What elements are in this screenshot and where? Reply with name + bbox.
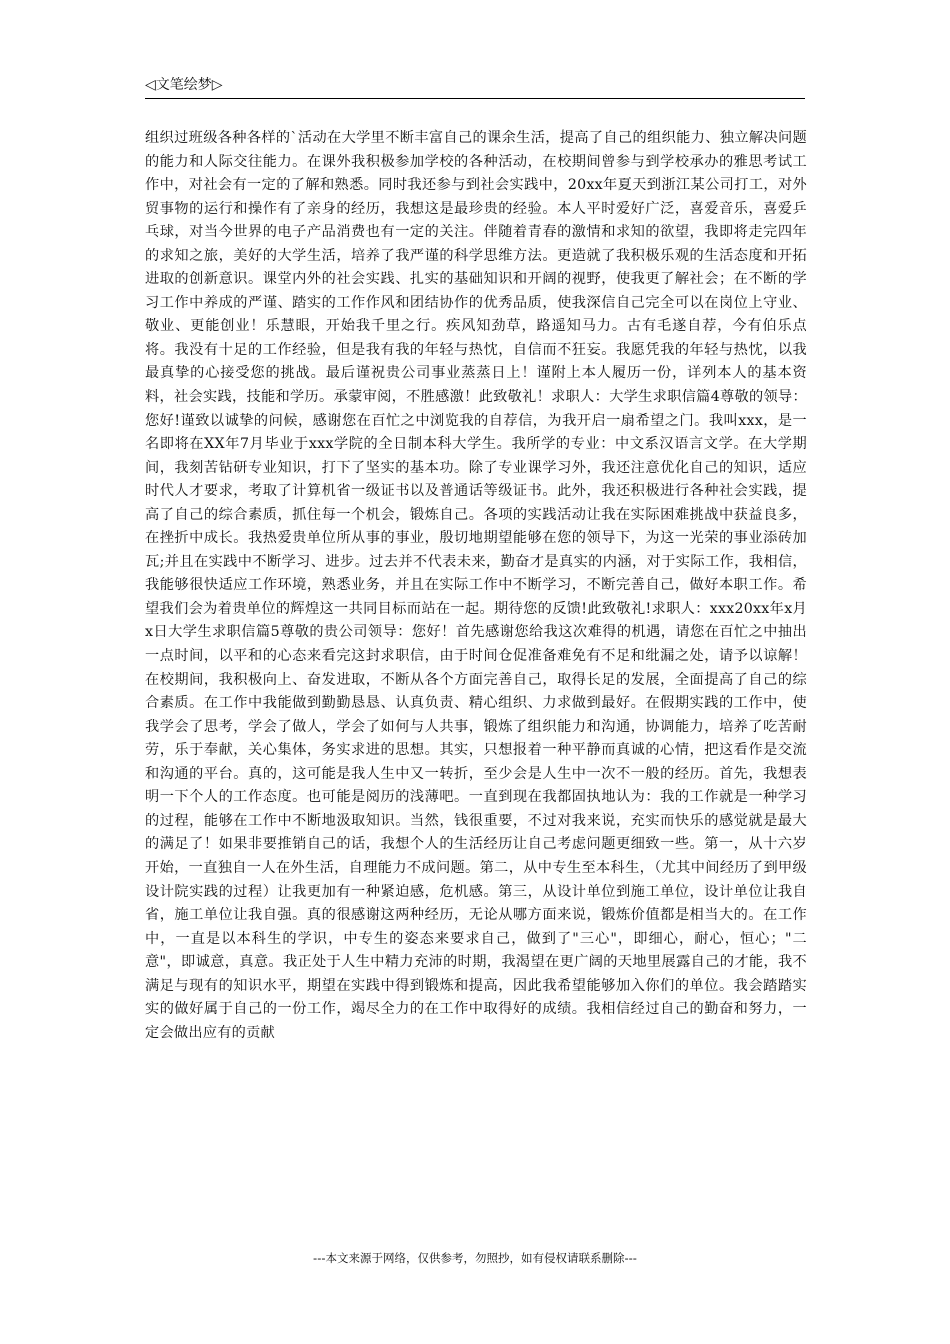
footer-notice: ---本文来源于网络，仅供参考，勿照抄，如有侵权请联系删除--- <box>313 1251 637 1265</box>
document-body-text: 组织过班级各种各样的`活动在大学里不断丰富自己的课余生活，提高了自己的组织能力、独立解决问题的能力和人际交往能力。在课外我积极参加学校的各种活动，在校期间曾参与到学校承办的雅思考试工作中，对社会有一定的了解和熟悉。同时我还参与到社会实践中，20xx年夏天到浙江某公司打工，对外贸事物的运行和操作有了亲身的经历，我想这是最珍贵的经验。本人平时爱好广泛，喜爱音乐，喜爱乒乓球，对当今世界的电子产品消费也有一定的关注。伴随着青春的激情和求知的欲望，我即将走完四年的求知之旅，美好的大学生活，培养了我严谨的科学思维方法。更造就了我积极乐观的生活态度和开拓进取的创新意识。课堂内外的社会实践、扎实的基础知识和开阔的视野，使我更了解社会；在不断的学习工作中养成的严谨、踏实的工作作风和团结协作的优秀品质，使我深信自己完全可以在岗位上守业、敬业、更能创业！乐慧眼，开始我千里之行。疾风知劲草，路遥知马力。古有毛遂自荐，今有伯乐点将。我没有十足的工作经验，但是我有我的年轻与热忱，自信而不狂妄。我愿凭我的年轻与热忱，以我最真挚的心接受您的挑战。最后谨祝贵公司事业蒸蒸日上！谨附上本人履历一份，详列本人的基本资料，社会实践，技能和学历。承蒙审阅，不胜感激！此致敬礼！求职人：大学生求职信篇4尊敬的领导：您好!谨致以诚挚的问候，感谢您在百忙之中浏览我的自荐信，为我开启一扇希望之门。我叫xxx，是一名即将在XX年7月毕业于xxx学院的全日制本科大学生。我所学的专业：中文系汉语言文学。在大学期间，我刻苦钻研专业知识，打下了坚实的基本功。除了专业课学习外，我还注意优化自己的知识，适应时代人才要求，考取了计算机省一级证书以及普通话等级证书。此外，我还积极进行各种社会实践，提高了自己的综合素质，抓住每一个机会，锻炼自己。各项的实践活动让我在实际困难挑战中获益良多，在挫折中成长。我热爱贵单位所从事的事业，殷切地期望能够在您的领导下，为这一光荣的事业添砖加瓦;并且在实践中不断学习、进步。过去并不代表未来，勤奋才是真实的内涵，对于实际工作，我相信，我能够很快适应工作环境，熟悉业务，并且在实际工作中不断学习，不断完善自己，做好本职工作。希望我们会为着贵单位的辉煌这一共同目标而站在一起。期待您的反馈!此致敬礼!求职人：xxx20xx年x月x日大学生求职信篇5尊敬的贵公司领导：您好！首先感谢您给我这次难得的机遇，请您在百忙之中抽出一点时间，以平和的心态来看完这封求职信，由于时间仓促准备难免有不足和纰漏之处，请予以谅解！在校期间，我积极向上、奋发进取，不断从各个方面完善自己，取得长足的发展，全面提高了自己的综合素质。在工作中我能做到勤勤恳恳、认真负责、精心组织、力求做到最好。在假期实践的工作中，使我学会了思考，学会了做人，学会了如何与人共事，锻炼了组织能力和沟通，协调能力，培养了吃苦耐劳，乐于奉献，关心集体，务实求进的思想。其实，只想报着一种平静而真诚的心情，把这看作是交流和沟通的平台。真的，这可能是我人生中又一转折，至少会是人生中一次不一般的经历。首先，我想表明一下个人的工作态度。也可能是阅历的浅薄吧。一直到现在我都固执地认为：我的工作就是一种学习的过程，能够在工作中不断地汲取知识。当然，钱很重要，不过对我来说，充实而快乐的感觉就是最大的满足了！如果非要推销自己的话，我想个人的生活经历让自己考虑问题更细致一些。第一，从十六岁开始，一直独自一人在外生活，自理能力不成问题。第二，从中专生至本科生，（尤其中间经历了到甲级设计院实践的过程）让我更加有一种紧迫感，危机感。第三，从设计单位到施工单位，设计单位让我自省，施工单位让我自强。真的很感谢这两种经历，无论从哪方面来说，锻炼价值都是相当大的。在工作中，一直是以本科生的学识，中专生的姿态来要求自己，做到了"三心"，即细心，耐心，恒心；"二意"，即诚意，真意。我正处于人生中精力充沛的时期，我渴望在更广阔的天地里展露自己的才能，我不满足与现有的知识水平，期望在实践中得到锻炼和提高，因此我希望能够加入你们的单位。我会踏踏实实的做好属于自己的一份工作，竭尽全力的在工作中取得好的成绩。我相信经过自己的勤奋和努力，一定会做出应有的贡献 <box>145 130 807 1041</box>
page-header <box>145 76 805 99</box>
header-title: ◁文笔绘梦▷ <box>145 77 223 93</box>
